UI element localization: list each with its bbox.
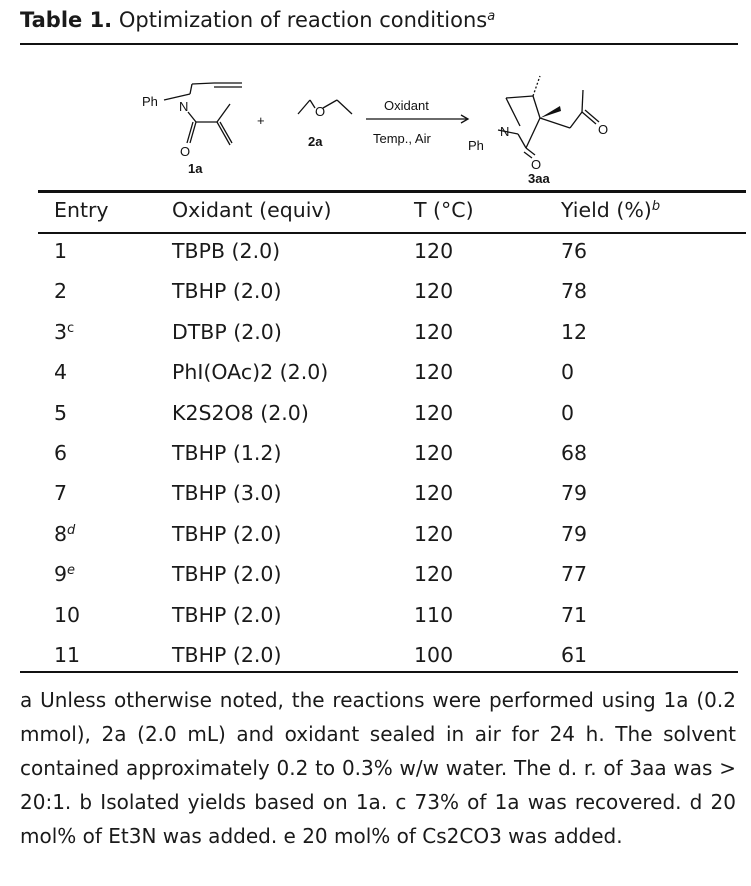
arrow-condition-temp: Temp., Air: [373, 131, 431, 146]
bond: [533, 96, 540, 118]
entry-footnote-mark: d: [67, 522, 76, 538]
cell-temp: 120: [414, 400, 454, 425]
cell-yield: 0: [561, 360, 575, 385]
bond: [582, 90, 583, 112]
bond: [506, 96, 533, 98]
compound-2a: 2a: [308, 134, 323, 149]
header-bottom-rule: [38, 232, 746, 234]
cell-temp: 120: [414, 441, 454, 465]
cell-temp: 120: [414, 319, 454, 344]
reaction-scheme: [130, 70, 630, 188]
bond: [190, 122, 196, 143]
header-yield-label: Yield (%): [561, 198, 652, 222]
cell-oxidant: PhI(OAc)2 (2.0): [172, 360, 329, 385]
cell-oxidant: TBHP (2.0): [172, 562, 282, 587]
cell-yield: 61: [561, 643, 588, 667]
cell-entry: 9e: [54, 562, 76, 587]
cell-yield: 79: [561, 521, 588, 546]
wedge-bond: [540, 106, 561, 118]
cell-entry: 10: [54, 602, 81, 627]
cell-yield: 68: [561, 441, 588, 465]
cell-yield: 71: [561, 602, 588, 627]
cell-entry: 8$^d$: [54, 521, 76, 546]
bond: [506, 98, 520, 126]
cell-temp: 120: [414, 360, 454, 385]
cell-oxidant: TBHP (3.0): [172, 481, 282, 506]
cell-temp: 120: [414, 239, 454, 263]
cell-oxidant: TBPB (2.0): [172, 239, 281, 263]
bond: [188, 112, 196, 122]
cell-oxidant: TBHP (1.2): [172, 441, 282, 465]
cell-yield: 77: [561, 562, 588, 587]
cell-temp: 110: [414, 602, 454, 627]
bond: [540, 118, 570, 128]
arrow-condition-oxidant: Oxidant: [384, 98, 429, 113]
cell-oxidant: TBHP (2.0): [172, 521, 282, 546]
cell-entry: 6: [54, 441, 68, 465]
cell-entry: 2: [54, 279, 68, 304]
cell-temp: 120: [414, 279, 454, 304]
cell-oxidant: TBHP (2.0): [172, 602, 282, 627]
compound-3aa: 3aa: [528, 171, 550, 186]
bond: [187, 122, 193, 143]
hashed-bond: [533, 76, 540, 96]
scheme-o-2a: O: [315, 104, 326, 119]
cell-oxidant: TBHP (2.0): [172, 279, 282, 304]
footnotes: [20, 683, 736, 853]
scheme-n-1a: N: [179, 99, 189, 114]
compound-1a: 1a: [188, 161, 203, 176]
cell-yield: 76: [561, 239, 588, 263]
scheme-o-1a: O: [180, 144, 191, 159]
entry-footnote-mark: e: [67, 563, 76, 579]
cell-yield: 79: [561, 481, 588, 506]
bond: [217, 104, 230, 122]
bond: [518, 134, 526, 148]
bond: [220, 122, 232, 143]
bond: [570, 112, 582, 128]
cell-temp: 120: [414, 521, 454, 546]
table-label: Table 1.: [20, 8, 113, 32]
scheme-o1-3aa: O: [531, 157, 542, 172]
plus-sign: +: [257, 113, 265, 128]
cell-entry: 11: [54, 643, 81, 667]
scheme-o2-3aa: O: [598, 122, 609, 137]
cell-temp: 100: [414, 643, 454, 667]
title-rule: [20, 43, 738, 45]
cell-entry: 4: [54, 360, 68, 385]
cell-oxidant: TBHP (2.0): [172, 643, 282, 667]
header-top-rule: [38, 190, 746, 193]
cell-yield: 12: [561, 319, 588, 344]
header-yield-footnote: b: [651, 199, 661, 214]
scheme-ph-3aa: Ph: [468, 138, 484, 153]
caption-footnote-mark: a: [487, 9, 496, 24]
cell-temp: 120: [414, 481, 454, 506]
cell-yield: 78: [561, 279, 588, 304]
bond: [190, 84, 192, 94]
cell-yield: 0: [561, 400, 575, 425]
scheme-ph-1a: Ph: [142, 94, 158, 109]
footnote-text: a Unless otherwise noted, the reactions were performed using 1a (0.2 mmol), 2a (2.0 mL) and oxidant sealed in air for 24 h. The solvent contained approximately 0.2 to 0.3% w/w water. The d. r. of 3aa was > 20:1. b Isolated yields based on 1a. c 73% of 1a was recovered. d 20 mol% of Et3N was added. e 20 mol% of Cs2CO3 was added.: [20, 688, 736, 848]
scheme-n-3aa: N: [500, 124, 510, 139]
bond: [526, 118, 540, 148]
cell-oxidant: DTBP (2.0): [172, 319, 282, 344]
header-temp: T (°C): [414, 198, 474, 222]
table-caption: Optimization of reaction conditions: [118, 8, 488, 32]
bond: [337, 100, 352, 114]
table-title: [20, 8, 495, 32]
table-bottom-rule: [20, 671, 738, 673]
cell-oxidant: K2S2O8 (2.0): [172, 400, 309, 425]
entry-footnote-mark: c: [67, 320, 75, 336]
header-yield: [561, 198, 660, 222]
header-entry: Entry: [54, 198, 109, 222]
header-oxidant: Oxidant (equiv): [172, 198, 332, 222]
bond: [217, 122, 230, 145]
cell-entry: 1: [54, 239, 68, 263]
bond: [192, 83, 214, 84]
cell-entry: 5: [54, 400, 68, 425]
cell-entry: 7: [54, 481, 68, 506]
cell-entry: 3$^c$: [54, 319, 75, 344]
bond: [298, 100, 310, 114]
cell-temp: 120: [414, 562, 454, 587]
